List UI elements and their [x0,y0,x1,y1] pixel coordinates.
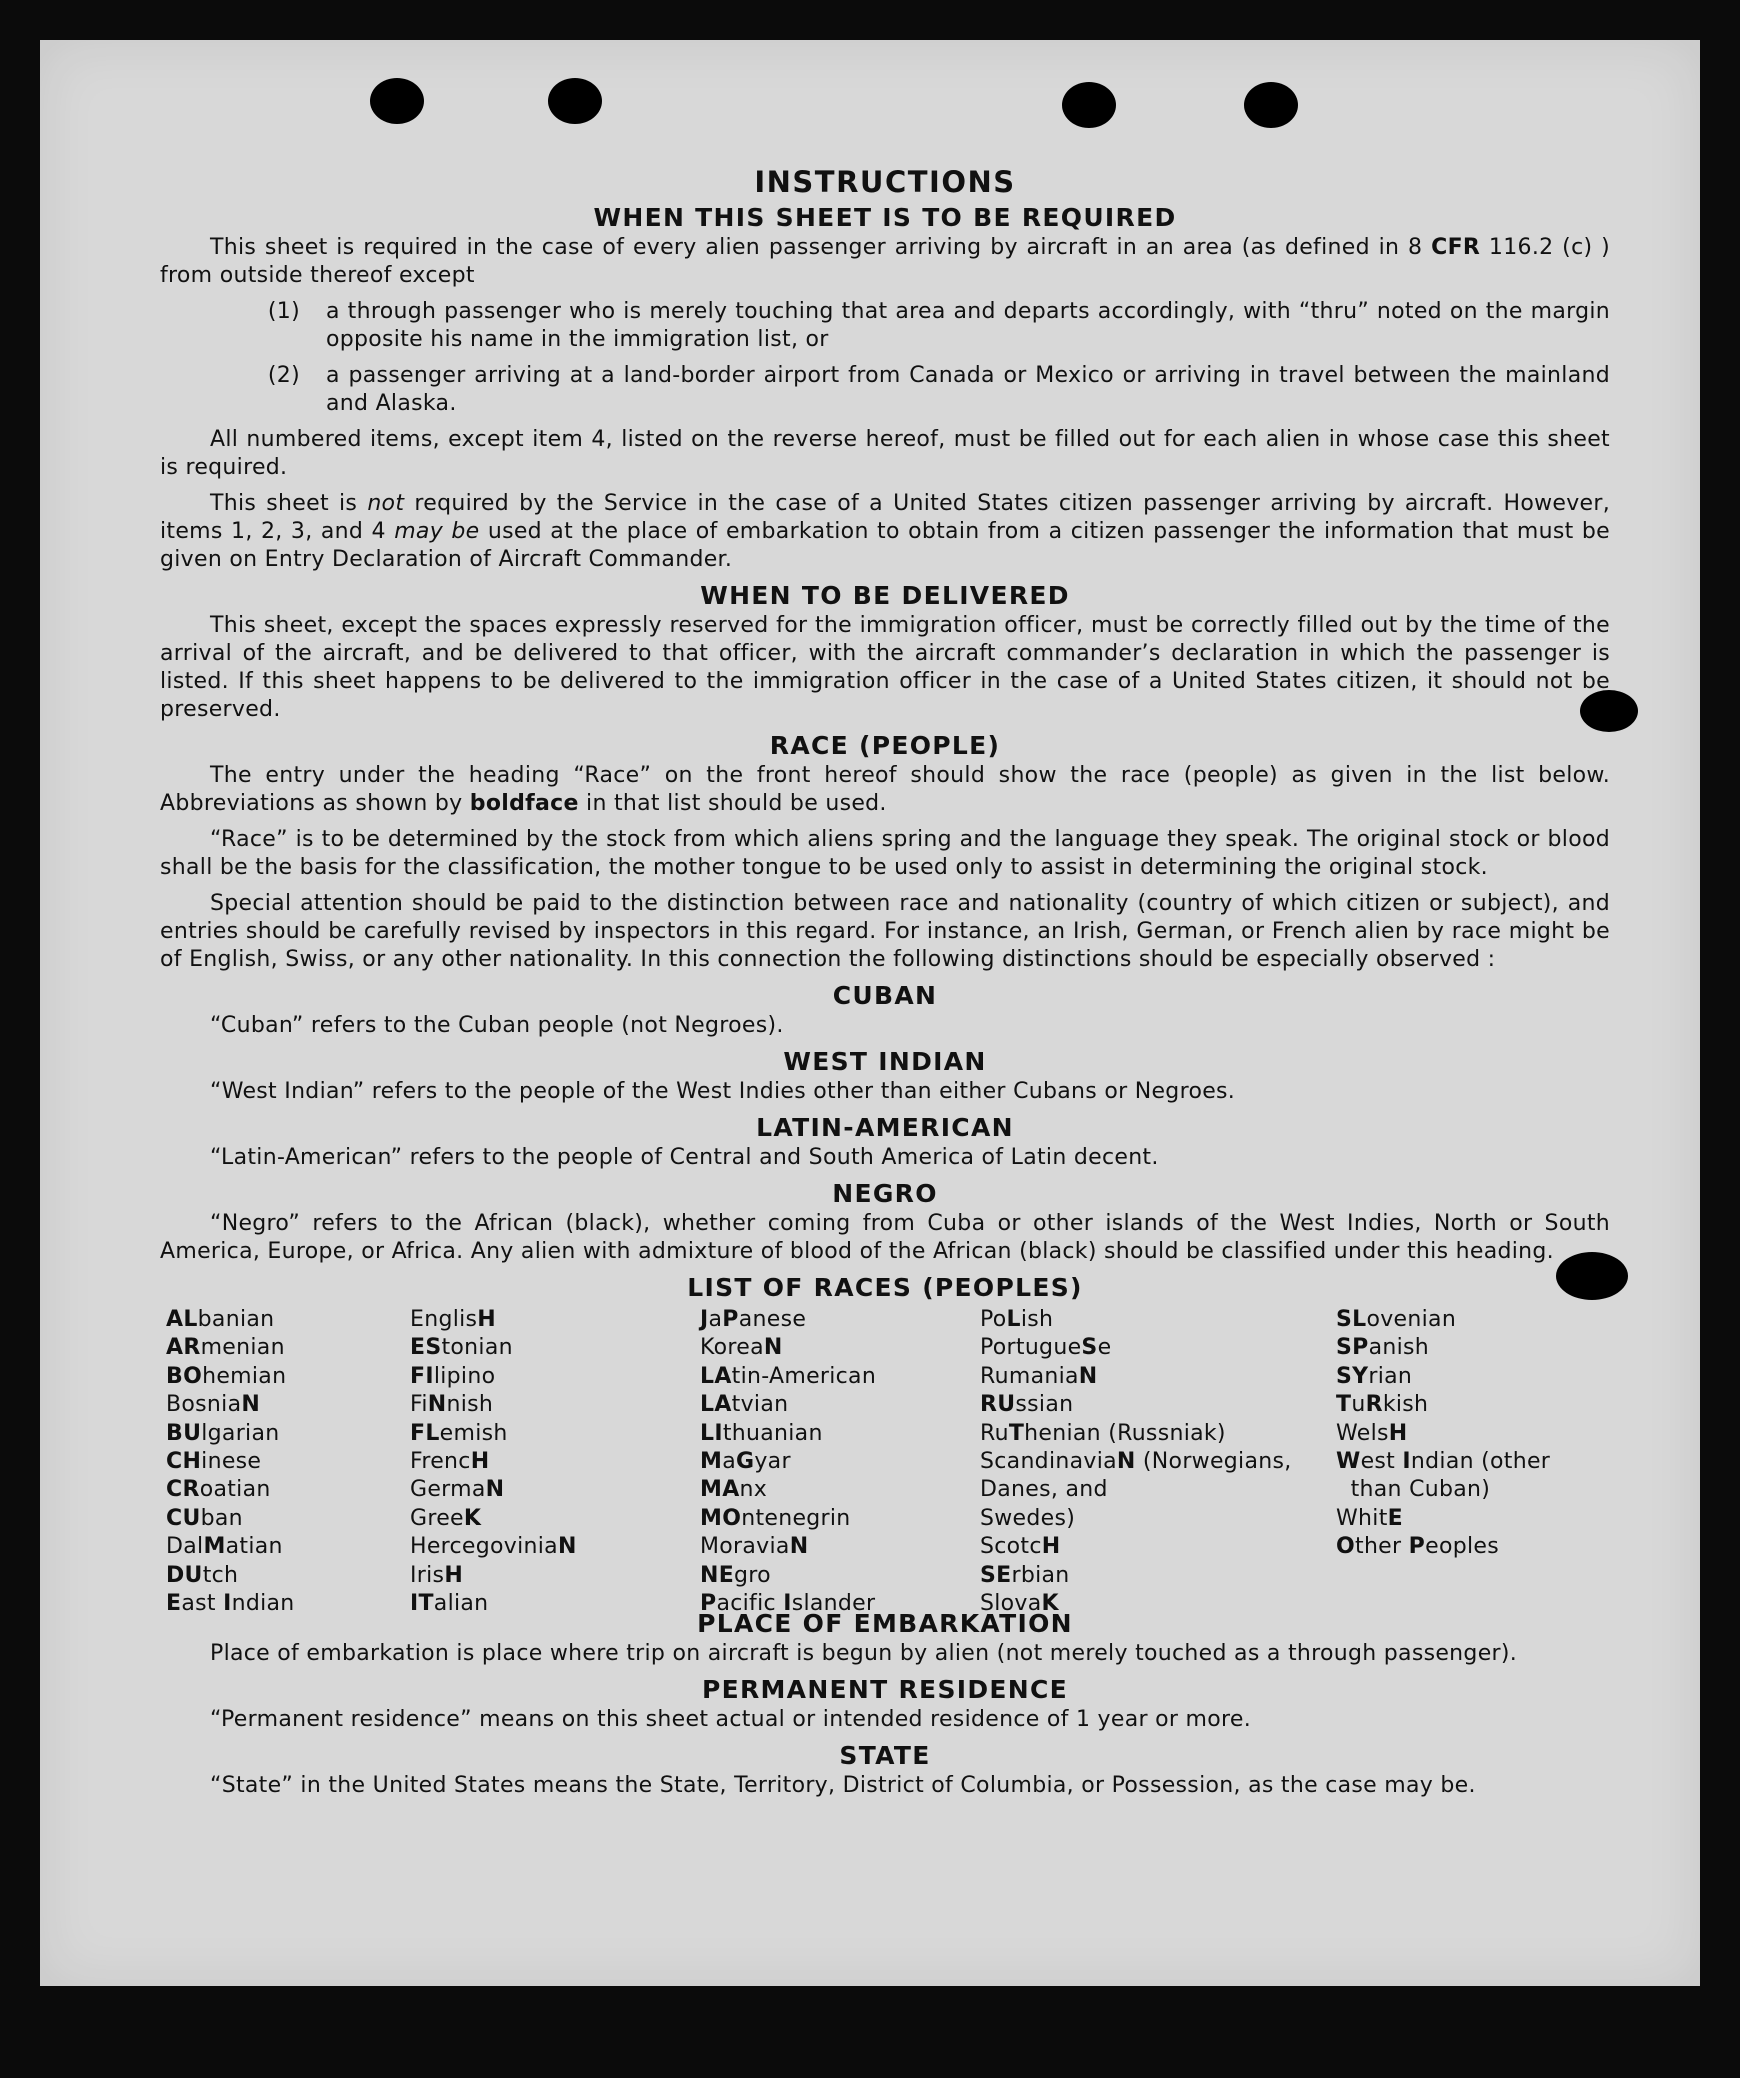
section-heading-state: STATE [839,1741,931,1770]
page-title: INSTRUCTIONS [754,165,1016,199]
race-entry: SPanish [1336,1335,1430,1361]
section-heading-delivered: WHEN TO BE DELIVERED [700,581,1070,610]
race-entry: RumaniaN [980,1363,1098,1389]
race-entry: FLemish [410,1420,508,1446]
race-entry: WhitE [1336,1505,1403,1531]
item-text: a through passenger who is merely touching that area and departs accordingly, with “thru” noted on the margin opposite his name in the immigration list, or [326,299,1610,352]
race-entry: HercegoviniaN [410,1534,577,1560]
race-entry: CRoatian [166,1477,271,1503]
race-entry: FiNnish [410,1392,494,1418]
race-entry: Danes, and [980,1477,1108,1503]
race-entry: LAtin-American [700,1363,877,1389]
race-entry: IrisH [410,1562,464,1588]
section-heading-latin-american: LATIN-AMERICAN [756,1113,1014,1142]
race-entry: SlovaK [980,1591,1059,1617]
race-entry: ALbanian [166,1307,275,1332]
race-entry: ARmenian [166,1335,285,1361]
race-entry: DalMatian [166,1534,283,1560]
latin-american-paragraph: “Latin-American” refers to the people of Central and South America of Latin decent. [210,1145,1159,1170]
punch-hole [1244,82,1298,128]
race-entry: MaGyar [700,1449,791,1475]
race-entry: JaPanese [700,1307,807,1332]
race-entry: SYrian [1336,1363,1413,1389]
race-column [1336,1306,1550,1562]
race-entry: CHinese [166,1449,262,1475]
race-entry: ScandinaviaN (Norwegians, [980,1449,1292,1475]
race-entry: LAtvian [700,1392,789,1418]
race-entry: EnglisH [410,1307,497,1332]
citizen-paragraph: This sheet is not required by the Service in the case of a United States citizen passenger arriving by aircraft. However, items 1, 2, 3, and 4 may be used at the place of embarkation to obtain from a citizen passenger the information that must be given on Entry Declaration of Aircraft Commander. [160,491,1611,572]
delivered-paragraph: This sheet, except the spaces expressly reserved for the immigration officer, must be correctly filled out by the time of the arrival of the aircraft, and be delivered to that officer, with the aircraft commander’s declaration in which the passenger is listed. If this sheet happens to be delivered to the immigration officer in the case of a United States citizen, it should not be preserved. [160,613,1610,722]
punch-hole [370,78,424,124]
section-heading-residence: PERMANENT RESIDENCE [701,1675,1069,1704]
race-entry: NEgro [700,1562,771,1588]
item-text: a passenger arriving at a land-border airport from Canada or Mexico or arriving in travel between the mainland and Alaska. [326,363,1610,416]
race-entry: RUssian [980,1392,1074,1418]
race-entry: Pacific Islander [700,1591,876,1617]
west-indian-paragraph: “West Indian” refers to the people of the West Indies other than either Cubans or Negroes. [210,1079,1236,1104]
race-entry: FIlipino [410,1363,496,1389]
race-entry: MoraviaN [700,1534,809,1560]
state-paragraph: “State” in the United States means the State, Territory, District of Columbia, or Possession, as the case may be. [210,1773,1476,1798]
race-entry: West Indian (other [1336,1449,1551,1475]
section-heading-list-of-races: LIST OF RACES (PEOPLES) [687,1273,1083,1302]
document-sheet [40,40,1700,1986]
required-intro: This sheet is required in the case of every alien passenger arriving by aircraft in an area (as defined in 8 CFR 116.2 (c) ) from outside thereof except [160,235,1611,288]
race-entry: SErbian [980,1562,1070,1588]
race-entry: DUtch [166,1562,239,1588]
race-entry: ITalian [410,1591,489,1617]
instructions-content [160,165,1611,1808]
race-entry: RuThenian (Russniak) [980,1420,1226,1446]
cuban-paragraph: “Cuban” refers to the Cuban people (not Negroes). [210,1013,784,1038]
exception-item [160,298,1610,354]
section-heading-race: RACE (PEOPLE) [769,731,1001,760]
race-entry: KoreaN [700,1335,783,1361]
race-entry: GermaN [410,1477,505,1503]
negro-paragraph: “Negro” refers to the African (black), whether coming from Cuba or other islands of the West Indies, North or South America, Europe, or Africa. Any alien with admixture of blood of the African (black) should be classified under this heading. [160,1211,1610,1264]
section-heading-embarkation: PLACE OF EMBARKATION [697,1609,1073,1638]
race-entry: than Cuban) [1336,1477,1491,1503]
race-entry: Swedes) [980,1505,1076,1531]
race-entry: FrencH [410,1449,490,1475]
race-entry: BosniaN [166,1392,261,1418]
section-heading-west-indian: WEST INDIAN [783,1047,987,1076]
section-heading-cuban: CUBAN [832,981,938,1010]
residence-paragraph: “Permanent residence” means on this sheet actual or intended residence of 1 year or more. [210,1707,1251,1732]
race-column [166,1306,295,1618]
race-entry: EStonian [410,1335,513,1361]
race-paragraph: The entry under the heading “Race” on the front hereof should show the race (people) as given in the list below. Abbreviations as shown by boldface in that list should be used. [160,763,1610,816]
punch-hole [1062,82,1116,128]
embarkation-paragraph: Place of embarkation is place where trip on aircraft is begun by alien (not merely touched as a through passenger). [210,1641,1518,1666]
race-entry: BOhemian [166,1363,287,1389]
race-entry: LIthuanian [700,1420,823,1446]
race-column [980,1306,1292,1618]
race-entry: CUban [166,1505,243,1531]
race-entry: MOntenegrin [700,1505,851,1531]
race-column [700,1306,876,1618]
punch-hole [548,78,602,124]
race-entry: ScotcH [980,1534,1061,1560]
race-column [410,1306,577,1618]
race-entry: PortugueSe [980,1335,1112,1361]
item-number: (1) [267,299,300,324]
race-entry: PoLish [980,1307,1054,1332]
race-list [160,1306,1610,1617]
race-entry: WelsH [1336,1420,1408,1446]
race-paragraph: Special attention should be paid to the distinction between race and nationality (country of which citizen or subject), and entries should be carefully revised by inspectors in this regard. For instance, an Irish, German, or French alien by race might be of English, Swiss, or any other nationality. In this connection the following distinctions should be especially observed : [160,891,1610,972]
race-entry: GreeK [410,1505,482,1531]
item-number: (2) [267,363,300,388]
race-entry: MAnx [700,1477,768,1503]
race-entry: SLovenian [1336,1307,1457,1332]
race-entry: BUlgarian [166,1420,280,1446]
race-entry: TuRkish [1336,1392,1429,1418]
exception-item [160,362,1610,418]
race-entry: Other Peoples [1336,1534,1499,1560]
race-paragraph: “Race” is to be determined by the stock from which aliens spring and the language they speak. The original stock or blood shall be the basis for the classification, the mother tongue to be used only to assist in determining the original stock. [160,827,1610,880]
section-heading-negro: NEGRO [832,1179,938,1208]
section-heading-required: WHEN THIS SHEET IS TO BE REQUIRED [593,203,1177,232]
race-entry: East Indian [166,1591,295,1617]
required-paragraph: All numbered items, except item 4, listed on the reverse hereof, must be filled out for each alien in whose case this sheet is required. [160,427,1610,480]
